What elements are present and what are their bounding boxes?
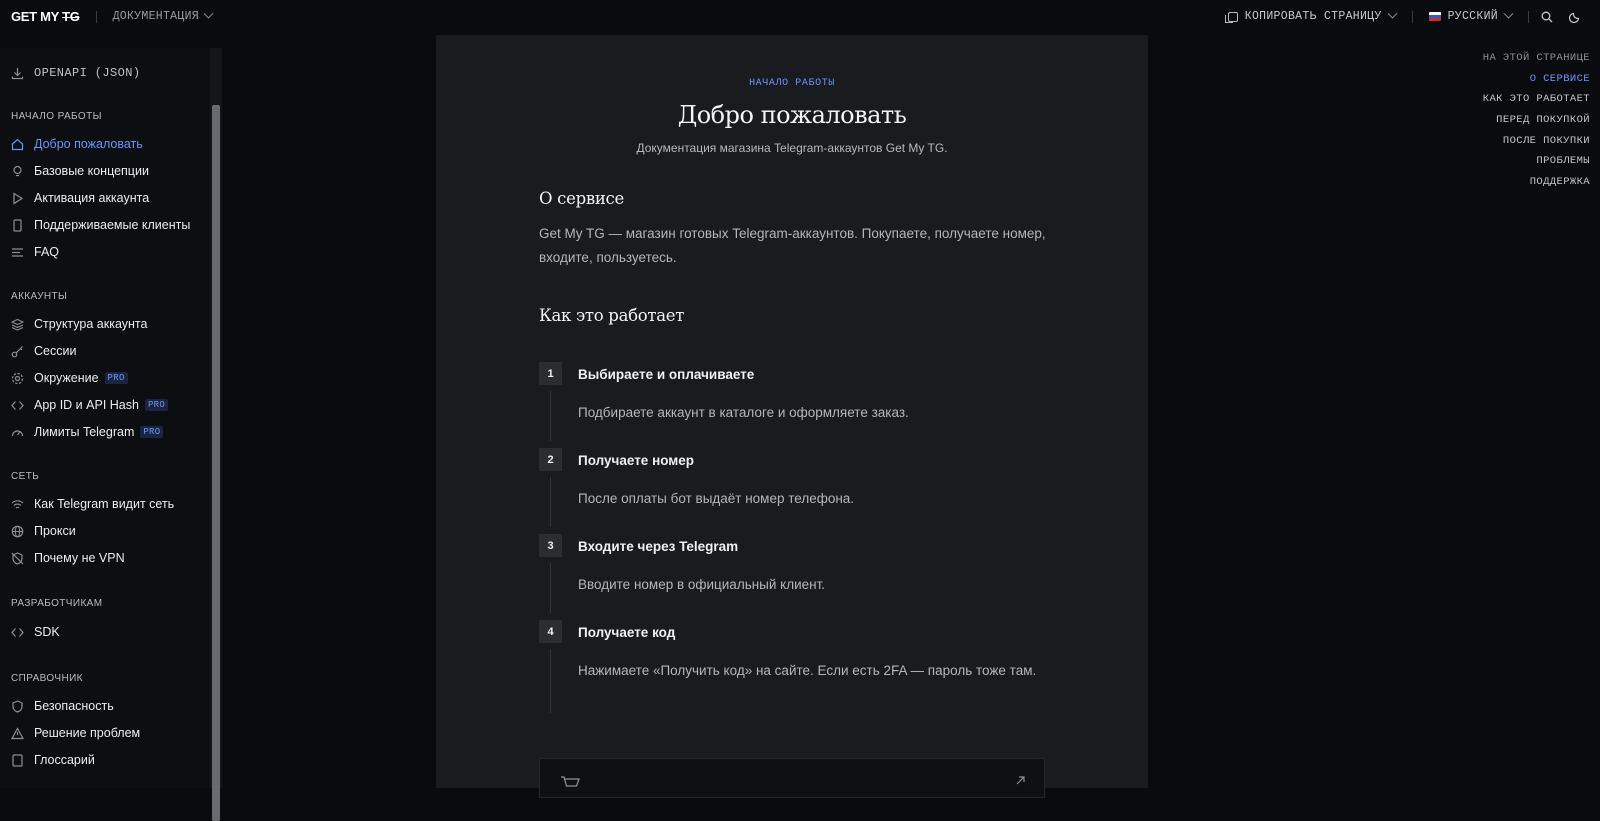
code-icon [11,399,24,412]
sidebar-item-label: Сессии [34,344,77,358]
sidebar-item-environment[interactable] [11,368,128,388]
gear-icon [11,372,24,385]
sidebar [0,48,222,788]
shield-off-icon [11,552,24,565]
step-connector [550,477,551,527]
globe-icon [11,525,24,538]
sidebar-item-faq[interactable] [11,242,59,262]
step-connector [550,649,551,713]
play-icon [11,192,24,205]
cart-icon [560,775,580,791]
sidebar-section-title: НАЧАЛО РАБОТЫ [11,111,102,122]
download-icon [11,67,24,80]
russia-flag-icon [1429,12,1441,21]
sidebar-item-label: Как Telegram видит сеть [34,497,175,511]
chevron-down-icon [204,9,214,19]
step-title: Получаете номер [578,453,695,468]
chevron-down-icon [1387,9,1397,19]
sidebar-content [0,48,210,788]
about-heading: О сервисе [539,189,624,208]
step-description: Подбираете аккаунт в каталоге и оформляете заказ. [578,405,909,420]
gauge-icon [11,426,24,439]
scrollbar-thumb[interactable] [212,105,220,821]
sidebar-item-activation[interactable] [11,188,149,208]
step-number: 4 [539,620,562,643]
step-title: Получаете код [578,625,676,640]
pro-badge: PRO [145,399,168,411]
step-title: Выбираете и оплачиваете [578,367,755,382]
step-connector [550,391,551,441]
sidebar-item-label: OPENAPI (JSON) [34,66,141,80]
copy-icon [1228,12,1238,22]
sidebar-item-label: Поддерживаемые клиенты [34,218,191,232]
top-bar [0,0,1600,33]
sidebar-item-label: Добро пожаловать [34,137,143,151]
step-title: Входите через Telegram [578,539,739,554]
pro-badge: PRO [105,372,128,384]
about-text: Get My TG — магазин готовых Telegram-аккаунтов. Покупаете, получаете номер, входите, пользуетесь. [539,226,1046,265]
divider [1412,11,1413,23]
sidebar-item-label: SDK [34,625,60,639]
key-icon [11,345,24,358]
sidebar-item-glossary[interactable] [11,750,95,770]
sidebar-item-clients[interactable] [11,215,190,235]
sidebar-item-label: Лимиты Telegram [34,425,135,439]
sidebar-item-label: Почему не VPN [34,551,125,565]
docs-menu-button[interactable] [113,10,212,23]
sidebar-section-title: РАЗРАБОТЧИКАМ [11,598,103,609]
divider [96,11,97,23]
sidebar-item-proxy[interactable] [11,521,76,541]
main-content [436,35,1148,788]
toc-item-support[interactable]: ПОДДЕРЖКА [1529,176,1590,189]
logo-tg-text: TG [62,9,80,24]
book-icon [11,754,24,767]
sidebar-item-label: Прокси [34,524,76,538]
sidebar-item-label: App ID и API Hash [34,398,139,412]
step-description: После оплаты бот выдаёт номер телефона. [578,491,855,506]
sidebar-item-network[interactable] [11,494,174,514]
sidebar-item-account-structure[interactable] [11,314,147,334]
how-heading: Как это работает [539,306,685,325]
sidebar-item-app-id[interactable] [11,395,168,415]
sidebar-item-security[interactable] [11,696,114,716]
toc-heading: НА ЭТОЙ СТРАНИЦЕ [1482,52,1590,64]
sidebar-item-welcome[interactable] [11,134,143,154]
sidebar-item-label: Базовые концепции [34,164,149,178]
toc-item-about[interactable]: О СЕРВИСЕ [1529,72,1590,85]
sidebar-section-title: СПРАВОЧНИК [11,673,83,684]
logo-text: GET MY [11,9,63,24]
external-link-icon [1015,775,1026,786]
layers-icon [11,318,24,331]
toc-item-problems[interactable]: ПРОБЛЕМЫ [1536,155,1590,168]
lightbulb-icon [11,165,24,178]
page-subtitle: Документация магазина Telegram-аккаунтов Get My TG. [636,141,948,155]
search-button[interactable] [1533,11,1561,23]
code-icon [11,626,24,639]
sidebar-item-label: Решение проблем [34,726,141,740]
theme-toggle-button[interactable] [1561,11,1589,23]
sidebar-item-label: FAQ [34,245,60,259]
list-icon [11,246,24,259]
home-icon [11,138,24,151]
sidebar-item-sdk[interactable] [11,622,60,642]
warning-icon [11,727,24,740]
table-of-contents [1483,48,1590,193]
step-number: 3 [539,534,562,557]
copy-page-button[interactable] [1228,10,1396,23]
sidebar-item-concepts[interactable] [11,161,149,181]
sidebar-item-openapi[interactable] [11,63,140,83]
sidebar-section-title: АККАУНТЫ [11,291,68,302]
toc-item-after-purchase[interactable]: ПОСЛЕ ПОКУПКИ [1502,134,1590,147]
page-title: Добро пожаловать [677,101,907,129]
chevron-down-icon [1504,9,1514,19]
sidebar-item-why-not-vpn[interactable] [11,548,125,568]
sidebar-item-sessions[interactable] [11,341,76,361]
language-select[interactable] [1429,10,1512,23]
section-eyebrow: НАЧАЛО РАБОТЫ [749,78,835,89]
search-icon [1541,11,1553,23]
phone-icon [11,219,24,232]
step-description: Вводите номер в официальный клиент. [578,577,826,592]
sidebar-item-troubleshooting[interactable] [11,723,140,743]
docs-menu-label: ДОКУМЕНТАЦИЯ [112,10,199,23]
sidebar-item-label: Структура аккаунта [34,317,148,331]
shield-icon [11,700,24,713]
wifi-icon [11,498,24,511]
step-number: 2 [539,448,562,471]
language-label: РУССКИЙ [1447,10,1498,23]
step-number: 1 [539,362,562,385]
sidebar-section-title: СЕТЬ [11,471,40,482]
sidebar-item-label: Безопасность [34,699,114,713]
toc-item-how-it-works[interactable]: КАК ЭТО РАБОТАЕТ [1482,93,1590,106]
toc-item-before-purchase[interactable]: ПЕРЕД ПОКУПКОЙ [1496,114,1590,127]
copy-page-label: КОПИРОВАТЬ СТРАНИЦУ [1244,10,1382,23]
logo[interactable] [11,9,80,24]
step-connector [550,563,551,613]
step-description: Нажимаете «Получить код» на сайте. Если есть 2FA — пароль тоже там. [578,663,1037,678]
pro-badge: PRO [140,426,163,438]
sidebar-item-label: Активация аккаунта [34,191,150,205]
sidebar-item-limits[interactable] [11,422,163,442]
moon-icon [1569,11,1581,23]
divider [1528,11,1529,23]
sidebar-item-label: Глоссарий [34,753,95,767]
catalog-card[interactable] [539,758,1045,798]
sidebar-item-label: Окружение [34,371,99,385]
